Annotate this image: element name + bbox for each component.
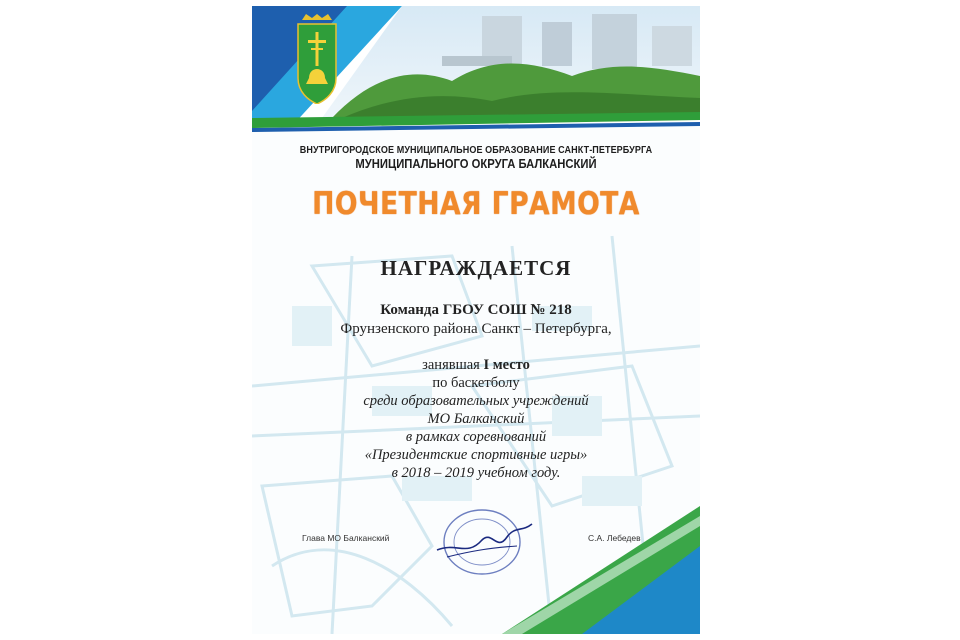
among-line: среди образовательных учреждений xyxy=(363,393,589,409)
signature-left-label: Глава МО Балканский xyxy=(302,533,390,543)
recipient-team: Команда ГБОУ СОШ № 218 xyxy=(380,302,572,318)
certificate-title: ПОЧЕТНАЯ ГРАМОТА xyxy=(312,186,640,222)
stamp-and-signature xyxy=(427,502,537,582)
signature-right-name: С.А. Лебедев xyxy=(588,533,641,543)
organization-line-2: МУНИЦИПАЛЬНОГО ОКРУГА БАЛКАНСКИЙ xyxy=(355,157,597,171)
awarded-heading: НАГРАЖДАЕТСЯ xyxy=(380,256,572,280)
games-line: «Президентские спортивные игры» xyxy=(364,447,588,463)
coat-of-arms-icon xyxy=(292,14,342,104)
certificate xyxy=(252,6,700,634)
year-line: в 2018 – 2019 учебном году. xyxy=(391,465,561,481)
within-line: в рамках соревнований xyxy=(405,429,547,445)
place-line xyxy=(252,357,700,374)
place-value: I место xyxy=(483,357,530,373)
recipient-district: Фрунзенского района Санкт – Петербурга, xyxy=(340,321,612,337)
sport-line: по баскетболу xyxy=(432,375,520,391)
place-prefix: занявшая xyxy=(422,357,484,373)
organization-line-1: ВНУТРИГОРОДСКОЕ МУНИЦИПАЛЬНОЕ ОБРАЗОВАНИЕ САНКТ-ПЕТЕРБУРГА xyxy=(299,144,653,156)
mo-line: МО Балканский xyxy=(427,411,525,427)
